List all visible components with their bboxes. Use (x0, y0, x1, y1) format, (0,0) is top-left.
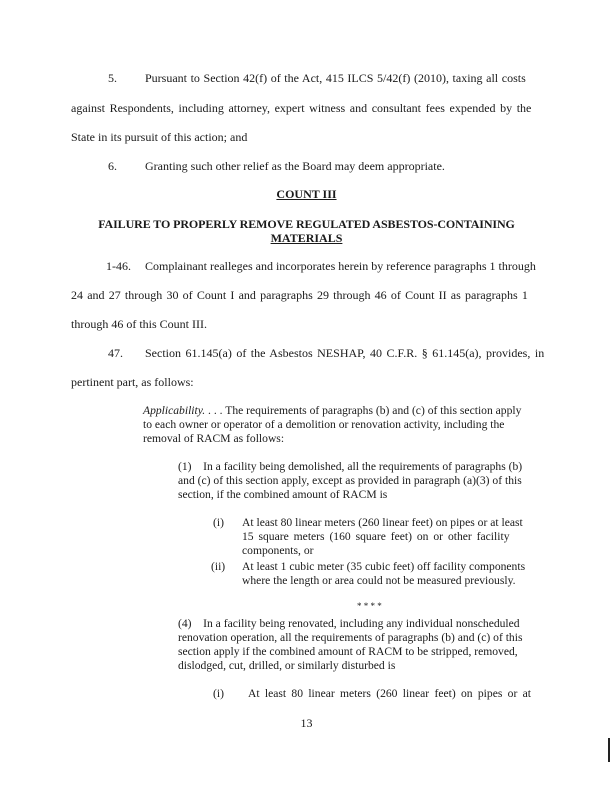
quote-item-i-line-1: At least 80 linear meters (260 linear feet) on pipes or at least (242, 516, 523, 529)
quote-ellipsis: * * * * (357, 601, 382, 611)
paragraph-1-46-number: 1-46. (106, 259, 131, 273)
count-heading: COUNT III (276, 187, 337, 201)
quote-item-i-2-line-1: At least 80 linear meters (260 linear feet) on pipes or at (248, 687, 531, 700)
paragraph-47-line-2: pertinent part, as follows: (71, 375, 194, 389)
quote-item-ii-line-2: where the length or area could not be measured previously. (242, 574, 516, 587)
quote-item-ii-line-1: At least 1 cubic meter (35 cubic feet) off facility components (242, 560, 526, 573)
paragraph-5-line-2: against Respondents, including attorney, expert witness and consultant fees expended by the (71, 101, 532, 115)
quote-subsection-1-line-2: and (c) of this section apply, except as provided in paragraph (a)(3) of this (178, 474, 522, 487)
paragraph-6-number: 6. (108, 159, 117, 173)
quote-subsection-4-line-4: dislodged, cut, drilled, or similarly disturbed is (178, 659, 396, 672)
scan-edge-mark (608, 738, 610, 762)
applicability-label: Applicability. (143, 404, 206, 417)
quote-applicability-line-1 (143, 404, 521, 418)
count-title-line-2: MATERIALS (270, 231, 343, 245)
applicability-line-1-rest: . . . The requirements of paragraphs (b) and (c) of this section apply (205, 404, 522, 417)
quote-applicability-line-2: to each owner or operator of a demolition or renovation activity, including the (143, 418, 505, 431)
page-number: 13 (300, 716, 313, 730)
quote-item-i-label: (i) (213, 516, 224, 529)
paragraph-47-line-1: Section 61.145(a) of the Asbestos NESHAP, 40 C.F.R. § 61.145(a), provides, in (145, 346, 545, 360)
quote-item-ii-label: (ii) (211, 560, 226, 573)
quote-item-i-2-label: (i) (213, 687, 224, 700)
quote-applicability-line-3: removal of RACM as follows: (143, 432, 285, 445)
paragraph-5-number: 5. (108, 71, 117, 85)
quote-item-i-line-2: 15 square meters (160 square feet) on or other facility (242, 530, 510, 543)
quote-subsection-4-line-1: (4) In a facility being renovated, including any individual nonscheduled (178, 617, 520, 630)
count-title-line-1: FAILURE TO PROPERLY REMOVE REGULATED ASBESTOS-CONTAINING (98, 217, 515, 231)
paragraph-1-46-line-2: 24 and 27 through 30 of Count I and paragraphs 29 through 46 of Count II as paragraphs 1 (71, 288, 528, 302)
quote-subsection-1-line-1: (1) In a facility being demolished, all the requirements of paragraphs (b) (178, 460, 523, 473)
quote-subsection-4-line-3: section apply if the combined amount of RACM to be stripped, removed, (178, 645, 518, 658)
quote-item-i-line-3: components, or (242, 544, 314, 557)
paragraph-5-line-1: Pursuant to Section 42(f) of the Act, 415 ILCS 5/42(f) (2010), taxing all costs (145, 71, 526, 85)
quote-subsection-1-line-3: section, if the combined amount of RACM is (178, 488, 388, 501)
paragraph-47-number: 47. (108, 346, 123, 360)
paragraph-1-46-line-1: Complainant realleges and incorporates herein by reference paragraphs 1 through (145, 259, 536, 273)
paragraph-6-line-1: Granting such other relief as the Board may deem appropriate. (145, 159, 445, 173)
quote-subsection-4-line-2: renovation operation, all the requirements of paragraphs (b) and (c) of this (178, 631, 523, 644)
paragraph-5-line-3: State in its pursuit of this action; and (71, 130, 248, 144)
paragraph-1-46-line-3: through 46 of this Count III. (71, 317, 207, 331)
